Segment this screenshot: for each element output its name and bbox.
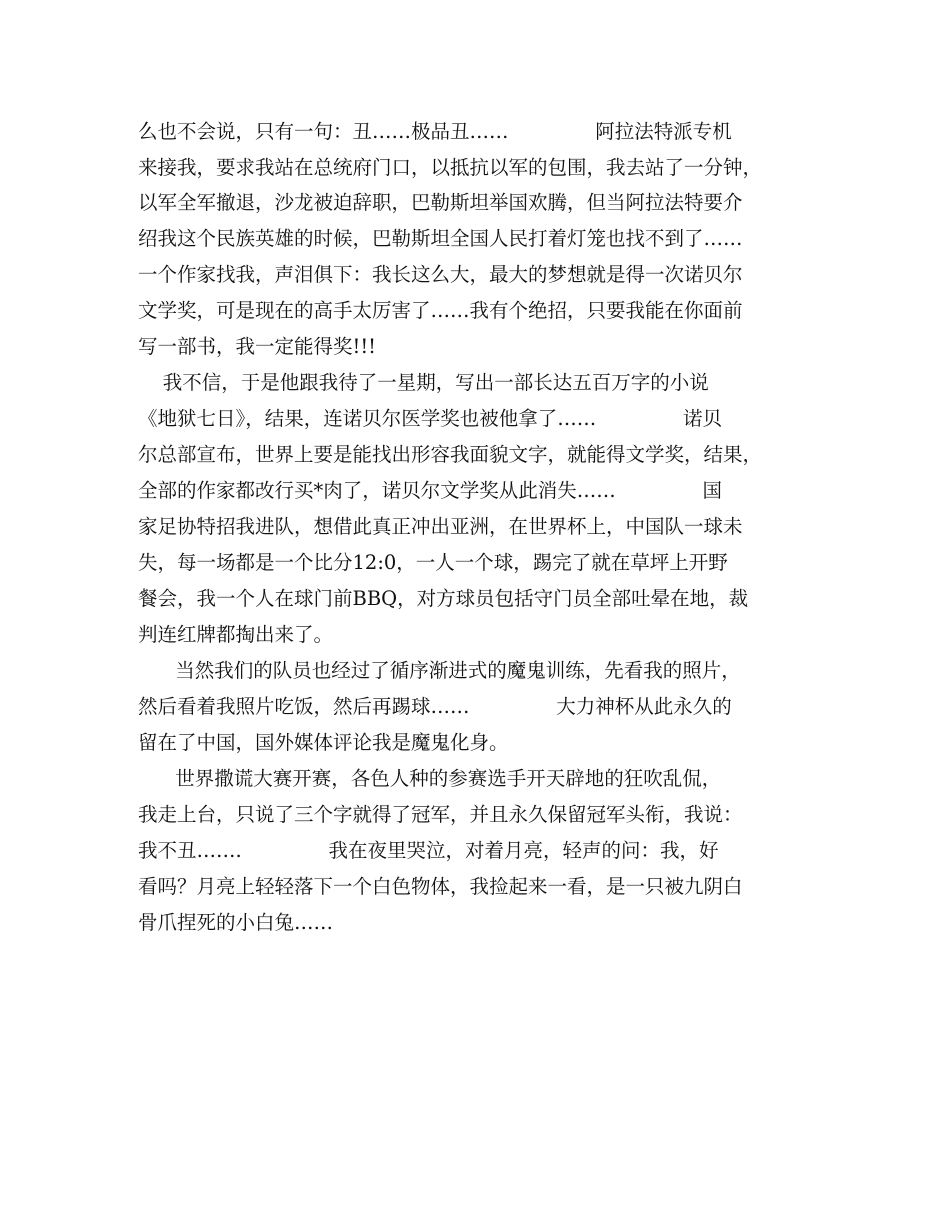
text-line: 全部的作家都改行买*肉了，诺贝尔文学奖从此消失…… 国: [138, 479, 723, 502]
text-line: 以军全军撤退，沙龙被迫辞职，巴勒斯坦举国欢腾，但当阿拉法特要介: [138, 191, 743, 214]
text-line: 来接我，要求我站在总统府门口，以抵抗以军的包围，我去站了一分钟，: [138, 156, 763, 179]
text-line: 当然我们的队员也经过了循序渐进式的魔鬼训练，先看我的照片，: [138, 659, 741, 682]
text-line: 我不信，于是他跟我待了一星期，写出一部长达五百万字的小说: [138, 371, 709, 394]
text-line: 判连红牌都掏出来了。: [138, 623, 334, 646]
text-line: 么也不会说，只有一句：丑……极品丑…… 阿拉法特派专机: [138, 120, 732, 143]
text-line: 文学奖，可是现在的高手太厉害了……我有个绝招，只要我能在你面前: [138, 299, 743, 322]
text-line: 一个作家找我，声泪俱下：我长这么大，最大的梦想就是得一次诺贝尔: [138, 263, 743, 286]
text-line: 餐会，我一个人在球门前BBQ，对方球员包括守门员全部吐晕在地，裁: [138, 587, 749, 610]
text-line: 绍我这个民族英雄的时候，巴勒斯坦全国人民打着灯笼也找不到了……: [138, 227, 743, 250]
text-line: 然后看着我照片吃饭，然后再踢球…… 大力神杯从此永久的: [138, 695, 732, 718]
text-line: 世界撒谎大赛开赛，各色人种的参赛选手开天辟地的狂吹乱侃，: [138, 767, 722, 790]
text-line: 失，每一场都是一个比分12:0，一人一个球，踢完了就在草坪上开野: [138, 551, 728, 574]
text-line: 留在了中国，国外媒体评论我是魔鬼化身。: [138, 731, 509, 754]
text-line: 我不丑……. 我在夜里哭泣，对着月亮，轻声的问：我，好: [138, 839, 719, 862]
text-line: 看吗？月亮上轻轻落下一个白色物体，我捡起来一看，是一只被九阴白: [138, 875, 743, 898]
text-line: 写一部书，我一定能得奖!!!: [138, 335, 377, 358]
text-line: 《地狱七日》，结果，连诺贝尔医学奖也被他拿了…… 诺贝: [138, 407, 723, 430]
text-line: 我走上台，只说了三个字就得了冠军，并且永久保留冠军头衔，我说：: [138, 803, 743, 826]
text-line: 家足协特招我进队，想借此真正冲出亚洲，在世界杯上，中国队一球未: [138, 515, 743, 538]
text-line: 尔总部宣布，世界上要是能找出形容我面貌文字，就能得文学奖，结果，: [138, 443, 763, 466]
text-line: 骨爪捏死的小白兔……: [138, 911, 334, 934]
